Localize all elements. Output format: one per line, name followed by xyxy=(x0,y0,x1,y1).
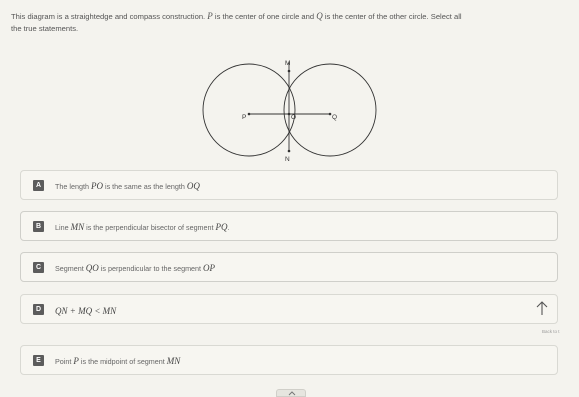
scroll-tab[interactable] xyxy=(276,389,306,397)
prompt-text-b: is the center of one circle and xyxy=(212,12,317,21)
option-e[interactable] xyxy=(20,345,558,375)
label-q: Q xyxy=(332,114,338,121)
point-m xyxy=(288,70,291,73)
option-b[interactable] xyxy=(20,211,558,241)
prompt-text-a: This diagram is a straightedge and compass construction. xyxy=(11,12,208,21)
point-o xyxy=(288,113,291,116)
prompt-var-p: P xyxy=(207,11,213,21)
label-o: O xyxy=(291,114,297,121)
circle-q xyxy=(284,64,376,156)
label-p: P xyxy=(242,114,247,121)
option-b-badge: B xyxy=(33,221,44,232)
option-a[interactable] xyxy=(20,170,558,200)
option-d[interactable] xyxy=(20,294,558,324)
back-to-top-link[interactable]: Back to t xyxy=(542,329,560,334)
prompt-var-q: Q xyxy=(316,11,323,21)
option-d-badge: D xyxy=(33,304,44,315)
label-m: M xyxy=(285,60,291,67)
chevron-up-icon xyxy=(288,391,296,396)
option-b-text: Line MN is the perpendicular bisector of segment PQ. xyxy=(55,222,230,232)
circle-p xyxy=(203,64,295,156)
option-c-text: Segment QO is perpendicular to the segment OP xyxy=(55,263,216,273)
prompt-text-c: is the center of the other circle. Select all xyxy=(322,12,462,21)
option-c[interactable] xyxy=(20,252,558,282)
option-a-badge: A xyxy=(33,180,44,191)
question-prompt xyxy=(11,11,566,34)
arrow-up-icon[interactable] xyxy=(535,300,549,316)
option-c-badge: C xyxy=(33,262,44,273)
point-p xyxy=(248,113,251,116)
point-q xyxy=(329,113,332,116)
option-d-text: QN + MQ < MN xyxy=(55,306,117,316)
option-a-text: The length PO is the same as the length OQ xyxy=(55,181,200,191)
prompt-text-d: the true statements. xyxy=(11,23,79,33)
point-n xyxy=(288,150,291,153)
option-e-text: Point P is the midpoint of segment MN xyxy=(55,356,181,366)
label-n: N xyxy=(285,156,290,163)
construction-diagram xyxy=(195,50,385,168)
option-e-badge: E xyxy=(33,355,44,366)
